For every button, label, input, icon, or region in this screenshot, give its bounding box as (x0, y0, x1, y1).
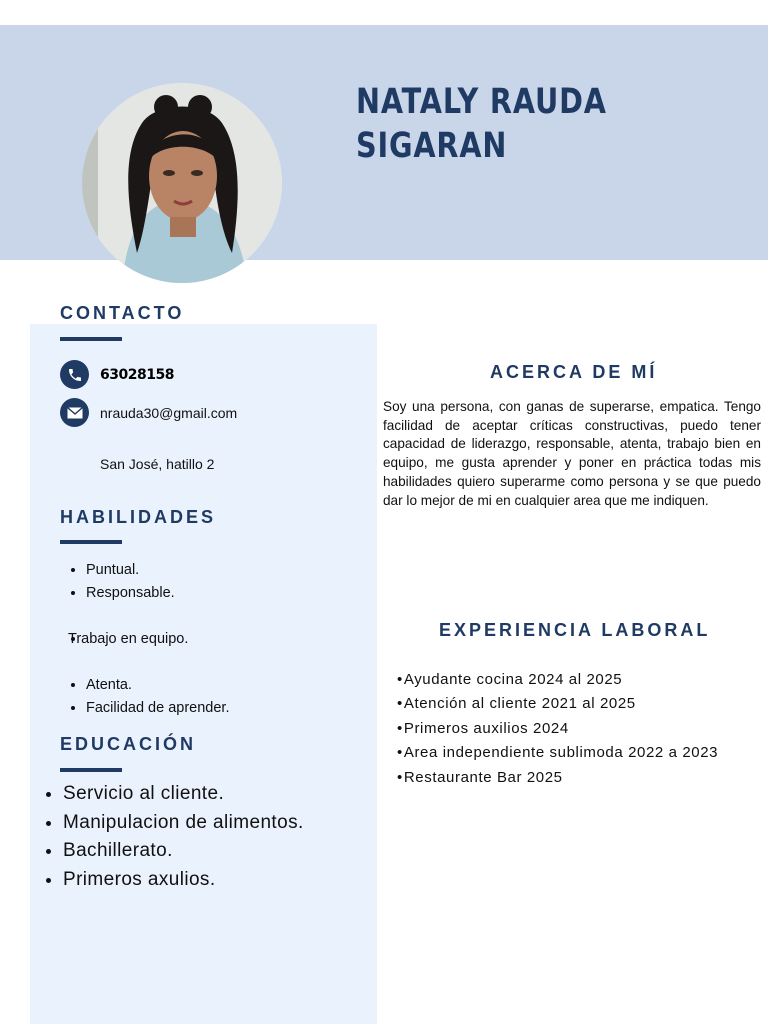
skill-item-wrapper (68, 628, 386, 674)
bullet: • (397, 671, 403, 688)
education-title-rule (60, 768, 122, 772)
address-text: San José, hatillo 2 (100, 456, 215, 472)
skills-list (46, 559, 386, 720)
experience-item (397, 717, 757, 741)
skill-item: • Facilidad de aprender. (86, 697, 386, 720)
about-title: ACERCA DE MÍ (490, 362, 658, 382)
bullet: • (397, 768, 403, 786)
education-title: EDUCACIÓN (60, 734, 197, 754)
experience-item-text: Primeros auxilios 2024 (403, 719, 569, 737)
email-address[interactable]: nrauda30@gmail.com (100, 404, 238, 421)
bullet: • (397, 719, 403, 737)
skills-title: HABILIDADES (60, 507, 217, 527)
bullet: • (397, 744, 403, 762)
contact-title: CONTACTO (60, 303, 185, 323)
experience-item (397, 766, 757, 790)
contact-phone-row (60, 360, 174, 389)
education-item: • Bachillerato. (63, 837, 393, 866)
profile-photo (82, 83, 282, 283)
phone-number: 63028158 (100, 366, 174, 383)
bullet: • (397, 695, 403, 713)
about-paragraph: Soy una persona, con ganas de superarse, empatica. Tengo facilidad de aceptar críticas constructivas, puedo tener capacidad de liderazgo, responsable, atenta, trabajo bien en equipo, me gusta aprender y poner en práctica todas mis habilidades quiero superarme como persona y se que puedo dar lo mejor de mi en cualquier area que me indiquen. (383, 399, 761, 508)
contact-title-rule (60, 337, 122, 341)
experience-item (397, 692, 757, 716)
experience-item-text: Area independiente sublimoda 2022 a 2023 (403, 744, 719, 762)
education-item: • Servicio al cliente. (63, 780, 393, 809)
candidate-name (356, 80, 668, 168)
contact-email-row (60, 398, 237, 427)
experience-item-text: Restaurante Bar 2025 (403, 768, 563, 786)
envelope-icon (60, 398, 89, 427)
experience-item (397, 741, 757, 765)
skill-item: • Trabajo en equipo. (68, 631, 189, 647)
portrait-illustration (82, 83, 282, 283)
experience-item-text: Ayudante cocina 2024 al 2025 (403, 671, 623, 688)
experience-list (397, 668, 757, 790)
education-item: • Manipulacion de alimentos. (63, 809, 393, 838)
experience-item-text: Atención al cliente 2021 al 2025 (403, 695, 636, 713)
experience-item (397, 668, 757, 692)
phone-icon (60, 360, 89, 389)
name-line-2: SIGARAN (356, 126, 508, 166)
skill-item: • Atenta. (86, 674, 386, 697)
skills-title-rule (60, 540, 122, 544)
experience-title: EXPERIENCIA LABORAL (439, 620, 711, 640)
skill-item: • Puntual. (86, 559, 386, 582)
skill-item: • Responsable. (86, 582, 386, 605)
education-list (23, 780, 393, 894)
name-line-1: NATALY RAUDA (356, 82, 607, 122)
education-item: • Primeros axulios. (63, 866, 393, 895)
